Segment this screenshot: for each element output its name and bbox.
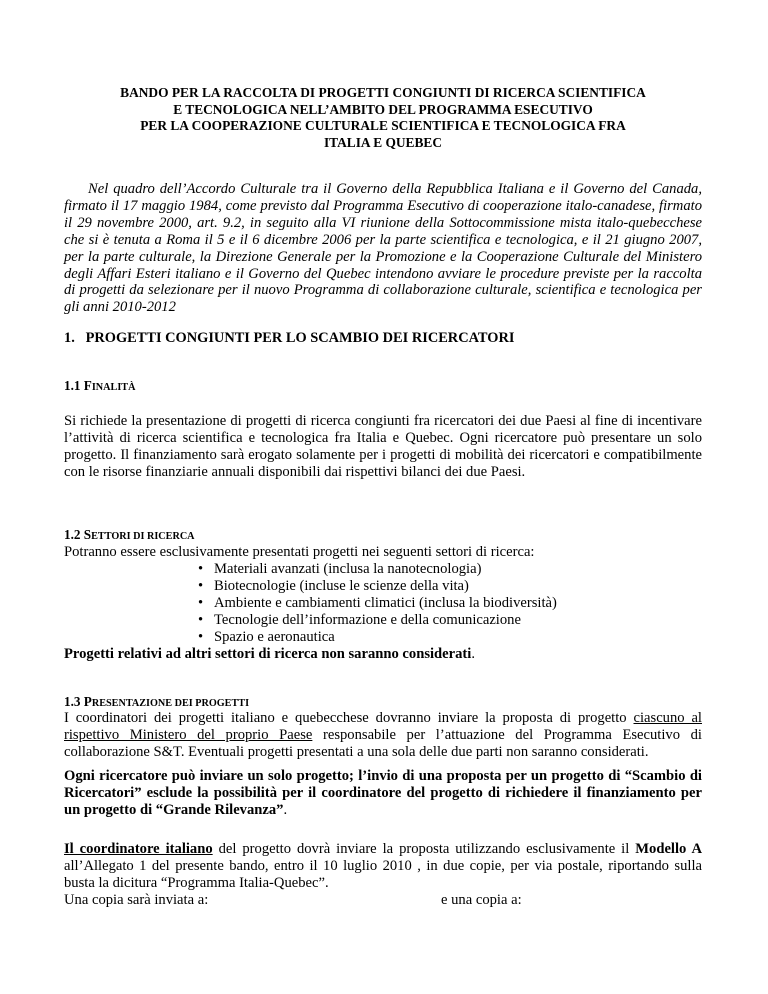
heading-rest: INALITÀ [91,382,136,393]
note-end: . [471,646,475,662]
intro-paragraph: Nel quadro dell’Accordo Culturale tra il Governo della Repubblica Italiana e il Governo del Canada, firmato il 17 maggio 1984, come previsto dal Programma Esecutivo di cooperazione italo-canadese, firmato il 29 novembre 2000, art. 9.2, in seguito alla VI riunione della Sottocommissione mista italo-quebecchese che si è tenuta a Roma il 5 e il 6 dicembre 2006 per la parte scientifica e tecnologica, e il 21 giugno 2007, per la parte culturale, la Direzione Generale per la Promozione e la Cooperazione Culturale del Ministero degli Affari Esteri italiano e il Governo del Quebec intendono avviare le procedure previste per la raccolta di progetti da selezionare per il nuovo Programma di collaborazione culturale, scientifica e tecnologica per gli anni 2010-2012 [64,181,702,316]
copy-recipients-row [64,892,702,909]
list-item: • Biotecnologie (incluse le scienze della vita) [198,578,557,595]
title-line: ITALIA E QUEBEC [323,134,443,150]
section-number: 1.1 [64,378,84,393]
section-1-3-paragraph-1 [64,710,702,761]
research-sectors-list [198,561,557,646]
bold-text: Modello A [635,841,703,857]
bold-text: Ogni ricercatore può inviare un solo progetto; l’invio di una proposta per un progetto di “Scambio di Ricercatori” esclude la possibilità per il coordinatore del progetto di richiedere il finanziamento per un progetto di “Grande Rilevanza” [64,768,702,818]
title-line: PER LA COOPERAZIONE CULTURALE SCIENTIFICA E TECNOLOGICA FRA [140,118,626,134]
text: responsabile per l’attuazione del Programma Esecutivo di collaborazione S&T. Eventuali progetti presentati a una sola delle due parti non saranno considerati. [64,726,702,760]
section-1-1-heading [64,378,702,397]
list-item: • Ambiente e cambiamenti climatici (inclusa la biodiversità) [198,595,557,612]
text: del progetto dovrà inviare la proposta utilizzando esclusivamente il [212,841,636,857]
section-1-2-intro: Potranno essere esclusivamente presentati progetti nei seguenti settori di ricerca: [64,544,535,560]
title-line: BANDO PER LA RACCOLTA DI PROGETTI CONGIUNTI DI RICERCA SCIENTIFICA [120,85,646,100]
copy-right-label: e una copia a: [441,891,522,908]
list-item: • Tecnologie dell’informazione e della comunicazione [198,612,557,629]
title-line: E TECNOLOGICA NELL’AMBITO DEL PROGRAMMA ESECUTIVO [173,101,593,117]
heading-initial: S [83,527,92,542]
section-1-3-paragraph-3 [64,841,702,909]
text: I coordinatori dei progetti italiano e quebecchese dovranno inviare la proposta di progetto [64,710,634,726]
heading-rest: ETTORI DI RICERCA [91,531,195,542]
list-item: • Spazio e aeronautica [198,629,557,646]
heading-rest: RESENTAZIONE DEI PROGETTI [91,698,250,709]
section-number: 1.3 [64,694,84,709]
list-item: • Materiali avanzati (inclusa la nanotecnologia) [198,561,557,578]
section-number: 1.2 [64,527,84,542]
heading-initial: P [83,694,92,709]
section-1-2-note [64,646,702,663]
document-title [64,85,702,151]
text: . [283,801,288,818]
underlined-bold-text: Il coordinatore italiano [64,841,213,857]
heading-initial: F [83,378,92,393]
section-1-heading: 1. PROGETTI CONGIUNTI PER LO SCAMBIO DEI RICERCATORI [64,330,515,346]
section-1-3-paragraph-2 [64,768,702,819]
copy-left-label: Una copia sarà inviata a: [64,891,209,908]
text: all’Allegato 1 del presente bando, entro il 10 luglio 2010 , in due copie, per via postale, riportando sulla busta la dicitura “Programma Italia-Quebec”. [64,857,702,891]
underlined-text: ciascuno al rispettivo Ministero del proprio Paese [64,710,702,743]
section-1-1-body: Si richiede la presentazione di progetti di ricerca congiunti fra ricercatori dei due Paesi al fine di incentivare l’attività di ricerca scientifica e tecnologica fra Italia e Quebec. Ogni ricercatore può presentare un solo progetto. Il finanziamento sarà erogato solamente per i progetti di mobilità dei ricercatori e compatibilmente con le risorse finanziarie annuali disponibili dai rispettivi bilanci dei due Paesi. [64,413,702,480]
note-bold: Progetti relativi ad altri settori di ricerca non saranno considerati [64,646,472,662]
